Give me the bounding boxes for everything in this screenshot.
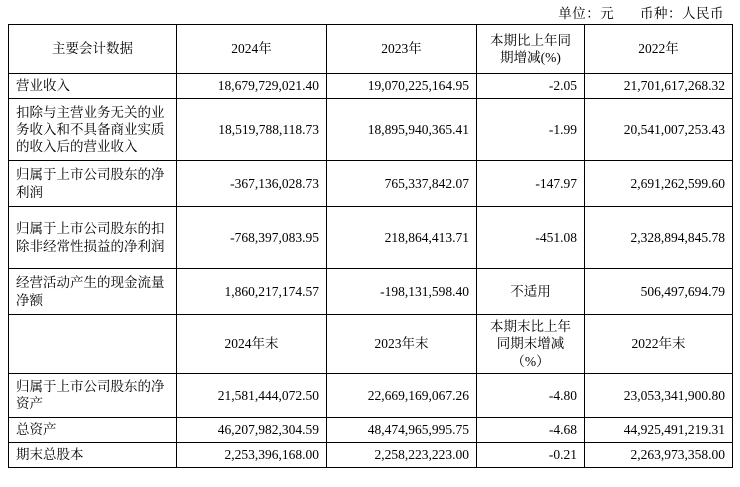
row-value-change-end: -4.80 bbox=[477, 373, 585, 417]
row-value-2022: 20,541,007,253.43 bbox=[585, 99, 733, 161]
header-cell-change: 本期比上年同期增减(%) bbox=[477, 25, 585, 74]
row-value-2024-end: 46,207,982,304.59 bbox=[177, 417, 327, 442]
row-value-2023: -198,131,598.40 bbox=[327, 269, 477, 315]
row-value-2023: 18,895,940,365.41 bbox=[327, 99, 477, 161]
row-value-2024-end: 2,253,396,168.00 bbox=[177, 442, 327, 467]
currency-unit-label: 单位：元 bbox=[558, 6, 615, 21]
row-label: 期末总股本 bbox=[9, 442, 177, 467]
row-value-2024: 18,679,729,021.40 bbox=[177, 74, 327, 99]
table-row bbox=[9, 161, 733, 207]
row-value-2023: 19,070,225,164.95 bbox=[327, 74, 477, 99]
row-value-change: -147.97 bbox=[477, 161, 585, 207]
header-cell-label-2 bbox=[9, 315, 177, 374]
row-label: 归属于上市公司股东的净利润 bbox=[9, 161, 177, 207]
main-financial-data-table bbox=[8, 24, 733, 468]
header-cell-2023-end: 2023年末 bbox=[327, 315, 477, 374]
row-value-2024: -768,397,083.95 bbox=[177, 207, 327, 269]
table-row bbox=[9, 269, 733, 315]
row-value-2022-end: 23,053,341,900.80 bbox=[585, 373, 733, 417]
row-label: 总资产 bbox=[9, 417, 177, 442]
row-label: 归属于上市公司股东的扣除非经常性损益的净利润 bbox=[9, 207, 177, 269]
currency-kind-label: 币种：人民币 bbox=[640, 6, 724, 21]
row-value-2023-end: 22,669,169,067.26 bbox=[327, 373, 477, 417]
row-value-change: 不适用 bbox=[477, 269, 585, 315]
header-cell-change-end: 本期末比上年同期末增减（%） bbox=[477, 315, 585, 374]
header-cell-label: 主要会计数据 bbox=[9, 25, 177, 74]
table-row bbox=[9, 417, 733, 442]
table-row bbox=[9, 74, 733, 99]
header-cell-2022-end: 2022年末 bbox=[585, 315, 733, 374]
row-value-2023: 765,337,842.07 bbox=[327, 161, 477, 207]
table-row bbox=[9, 442, 733, 467]
row-value-2024: 1,860,217,174.57 bbox=[177, 269, 327, 315]
row-value-change: -1.99 bbox=[477, 99, 585, 161]
row-value-change-end: -4.68 bbox=[477, 417, 585, 442]
table-header-row-periods bbox=[9, 25, 733, 74]
row-value-2022: 2,328,894,845.78 bbox=[585, 207, 733, 269]
row-value-2022-end: 2,263,973,358.00 bbox=[585, 442, 733, 467]
row-value-2023-end: 48,474,965,995.75 bbox=[327, 417, 477, 442]
table-header-row-period-ends bbox=[9, 315, 733, 374]
row-value-change: -2.05 bbox=[477, 74, 585, 99]
row-value-2022: 2,691,262,599.60 bbox=[585, 161, 733, 207]
row-value-change: -451.08 bbox=[477, 207, 585, 269]
header-cell-2022: 2022年 bbox=[585, 25, 733, 74]
table-row bbox=[9, 373, 733, 417]
row-label: 归属于上市公司股东的净资产 bbox=[9, 373, 177, 417]
row-value-2022: 21,701,617,268.32 bbox=[585, 74, 733, 99]
row-value-2023-end: 2,258,223,223.00 bbox=[327, 442, 477, 467]
row-label: 扣除与主营业务无关的业务收入和不具备商业实质的收入后的营业收入 bbox=[9, 99, 177, 161]
unit-note bbox=[558, 2, 724, 22]
header-cell-2024-end: 2024年末 bbox=[177, 315, 327, 374]
header-cell-2023: 2023年 bbox=[327, 25, 477, 74]
row-value-2022: 506,497,694.79 bbox=[585, 269, 733, 315]
row-value-2024: -367,136,028.73 bbox=[177, 161, 327, 207]
header-cell-2024: 2024年 bbox=[177, 25, 327, 74]
row-label: 经营活动产生的现金流量净额 bbox=[9, 269, 177, 315]
row-value-2023: 218,864,413.71 bbox=[327, 207, 477, 269]
row-value-change-end: -0.21 bbox=[477, 442, 585, 467]
table-row bbox=[9, 99, 733, 161]
row-value-2022-end: 44,925,491,219.31 bbox=[585, 417, 733, 442]
table-row bbox=[9, 207, 733, 269]
row-value-2024: 18,519,788,118.73 bbox=[177, 99, 327, 161]
row-value-2024-end: 21,581,444,072.50 bbox=[177, 373, 327, 417]
row-label: 营业收入 bbox=[9, 74, 177, 99]
